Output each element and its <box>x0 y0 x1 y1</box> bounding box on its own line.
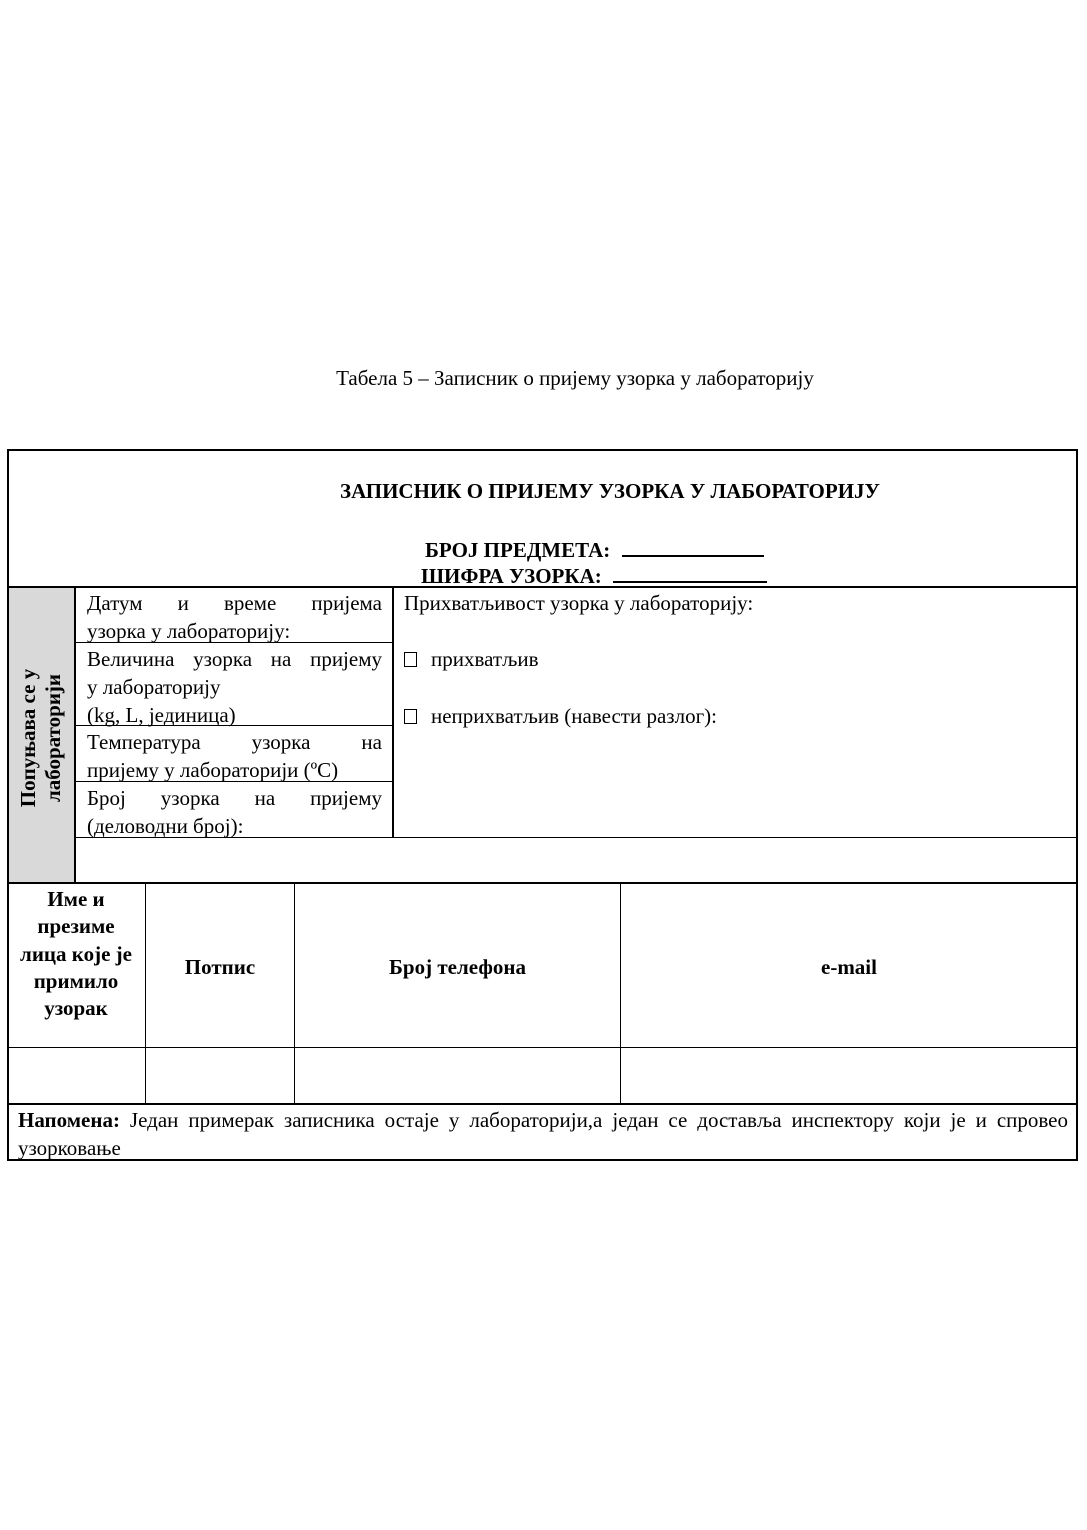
field-sample-size[interactable] <box>87 645 382 729</box>
col-header-name: Име и презиме лица које је примило узорак <box>20 887 132 1021</box>
case-number-label: БРОЈ ПРЕДМЕТА: <box>425 538 611 562</box>
option-acceptable-label: прихватљив <box>431 647 539 671</box>
note-label: Напомена: <box>18 1108 120 1132</box>
note <box>18 1106 1068 1162</box>
note-text: Један примерак записника остаје у лабораторији,а један се доставља инспектору који је и спровео узорковање <box>18 1108 1068 1160</box>
option-unacceptable-label: неприхватљив (навести разлог): <box>431 704 718 728</box>
form-title: ЗАПИСНИК О ПРИЈЕМУ УЗОРКА У ЛАБОРАТОРИЈУ <box>340 479 880 503</box>
field-temperature[interactable] <box>87 728 382 784</box>
border-top <box>7 449 1078 451</box>
field-sample-number-line2: (деловодни број): <box>87 814 244 838</box>
case-number-field[interactable] <box>622 537 764 557</box>
field-date-time-line1: Датум и време пријема <box>87 591 382 615</box>
field-sample-number-line1: Број узорка на пријему <box>87 786 382 810</box>
receiver-phone-cell[interactable] <box>295 1048 620 1103</box>
sample-code-row <box>421 563 767 589</box>
receiver-name-cell[interactable] <box>9 1048 145 1103</box>
receiver-email-cell[interactable] <box>621 1048 1076 1103</box>
divider-note <box>7 1103 1078 1105</box>
side-label: Попуњава се у лабораторији <box>16 668 65 808</box>
field-temperature-line1: Температура узорка на <box>87 730 382 754</box>
field-sample-size-line1: Величина узорка на пријему <box>87 647 382 671</box>
col-header-signature: Потпис <box>184 955 256 979</box>
col-header-email: e-mail <box>821 955 877 979</box>
option-acceptable[interactable] <box>404 645 804 673</box>
field-temperature-line2: пријему у лабораторији (ºC) <box>87 758 339 782</box>
checkbox-acceptable-icon[interactable] <box>404 652 417 667</box>
receiver-signature-cell[interactable] <box>146 1048 294 1103</box>
field-sample-size-line2: у лабораторију <box>87 675 221 699</box>
divider-receiver-top <box>7 882 1078 884</box>
sample-code-field[interactable] <box>613 563 767 583</box>
field-sample-number[interactable] <box>87 784 382 840</box>
option-unacceptable[interactable] <box>404 702 904 730</box>
table-caption: Табела 5 – Записник о пријему узорка у лабораторију <box>336 366 814 390</box>
field-sample-size-line3: (kg, L, јединица) <box>87 703 236 727</box>
checkbox-unacceptable-icon[interactable] <box>404 709 417 724</box>
case-number-row <box>425 537 764 563</box>
col-header-phone: Број телефона <box>389 955 526 979</box>
border-right <box>1076 449 1078 1161</box>
field-date-time[interactable] <box>87 589 382 645</box>
divider-fields <box>392 587 394 838</box>
empty-lab-row[interactable] <box>76 838 1076 882</box>
sample-code-label: ШИФРА УЗОРКА: <box>421 564 602 588</box>
acceptability-label: Прихватљивост узорка у лабораторију: <box>404 591 754 615</box>
field-date-time-line2: узорка у лабораторију: <box>87 619 291 643</box>
